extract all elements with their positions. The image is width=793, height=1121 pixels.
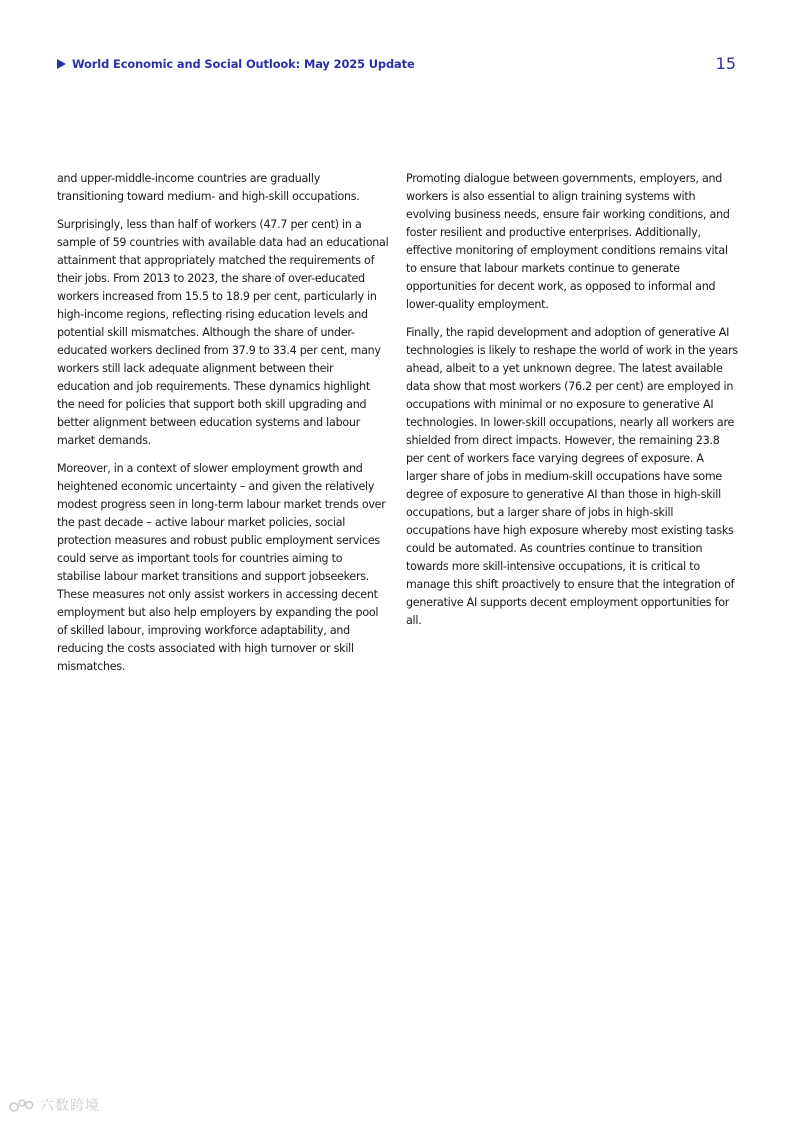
running-header	[57, 57, 415, 71]
header-title[interactable]: World Economic and Social Outlook: May 2025 Update	[72, 57, 415, 71]
right-column	[406, 170, 738, 640]
page-number: 15	[715, 54, 736, 73]
watermark	[8, 1095, 100, 1115]
paragraph: Surprisingly, less than half of workers (47.7 per cent) in a sample of 59 countries with available data had an educational attainment that appropriately matched the requirements of their jobs. From 2013 to 2023, the share of over-educated workers increased from 15.5 to 18.9 per cent, particularly in high-income regions, reflecting rising education levels and potential skill mismatches. Although the share of under-educated workers declined from 37.9 to 33.4 per cent, many workers still lack adequate alignment between their education and job requirements. These dynamics highlight the need for policies that support both skill upgrading and better alignment between education systems and labour market demands.	[57, 218, 389, 447]
paragraph: and upper-middle-income countries are gradually transitioning toward medium- and high-skill occupations.	[57, 172, 360, 203]
triangle-right-icon	[57, 59, 66, 69]
left-column	[57, 170, 389, 686]
paragraph: Moreover, in a context of slower employment growth and heightened economic uncertainty – and given the relatively modest progress seen in long-term labour market trends over the past decade – active labour market policies, social protection measures and robust public employment services could serve as important tools for countries aiming to stabilise labour market transitions and support jobseekers. These measures not only assist workers in accessing decent employment but also help employers by expanding the pool of skilled labour, improving workforce adaptability, and reducing the costs associated with high turnover or skill mismatches.	[57, 462, 386, 673]
watermark-text: 六数跨境	[40, 1098, 100, 1114]
paragraph: Finally, the rapid development and adoption of generative AI technologies is likely to reshape the world of work in the years ahead, albeit to a yet unknown degree. The latest available data show that most workers (76.2 per cent) are employed in occupations with minimal or no exposure to generative AI technologies. In lower-skill occupations, nearly all workers are shielded from direct impacts. However, the remaining 23.8 per cent of workers face varying degrees of exposure. A larger share of jobs in medium-skill occupations have some degree of exposure to generative AI than those in high-skill occupations, but a larger share of jobs in high-skill occupations have high exposure whereby most existing tasks could be automated. As countries continue to transition towards more skill-intensive occupations, it is critical to manage this shift proactively to ensure that the integration of generative AI supports decent employment opportunities for all.	[406, 326, 738, 627]
watermark-logo-icon	[8, 1096, 36, 1114]
paragraph: Promoting dialogue between governments, employers, and workers is also essential to align training systems with evolving business needs, ensure fair working conditions, and foster resilient and productive enterprises. Additionally, effective monitoring of employment conditions remains vital to ensure that labour markets continue to generate opportunities for decent work, as opposed to informal and lower-quality employment.	[406, 172, 730, 311]
